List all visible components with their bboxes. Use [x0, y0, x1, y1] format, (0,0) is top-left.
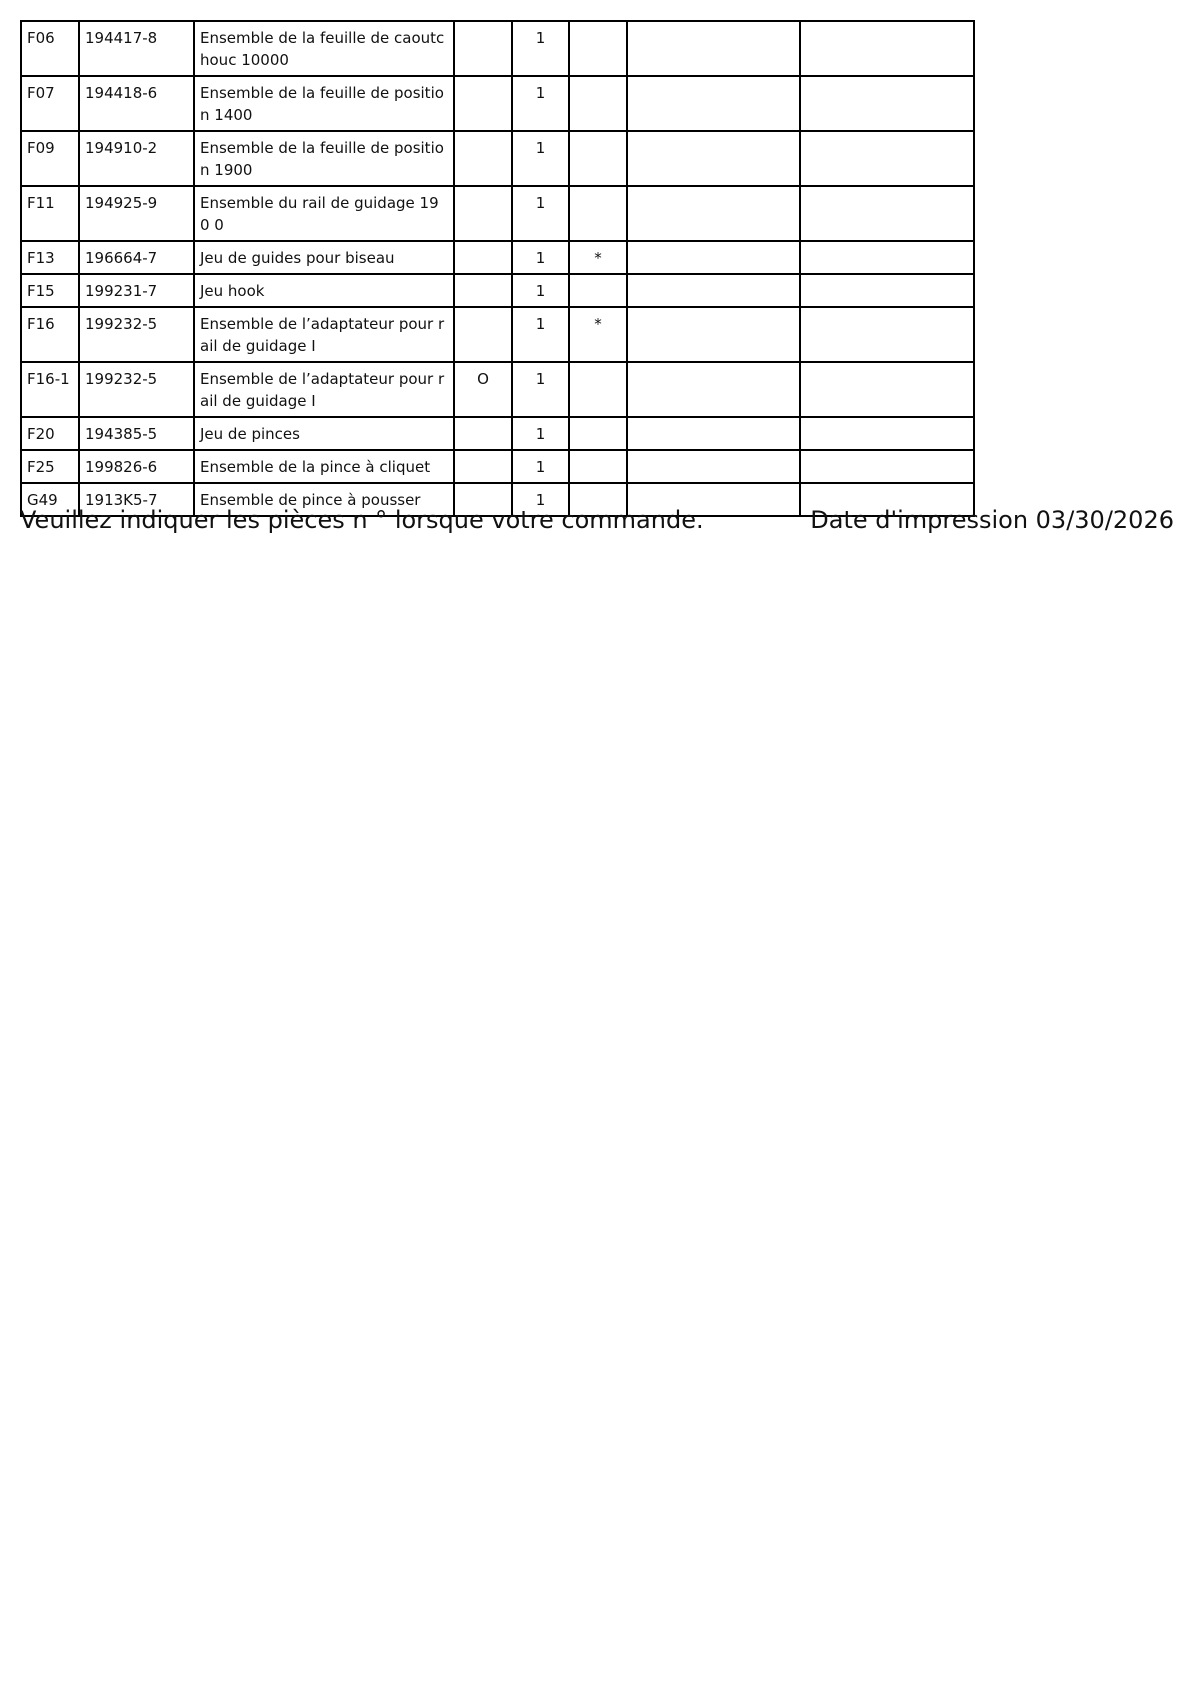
note-cell [454, 274, 512, 307]
description-cell: Jeu de guides pour biseau [194, 241, 454, 274]
description-cell: Ensemble de pince à pousser [194, 483, 454, 516]
part-number-cell: 196664-7 [79, 241, 194, 274]
part-number-cell: 1913K5-7 [79, 483, 194, 516]
empty-cell-a [627, 186, 800, 241]
empty-cell-b [800, 274, 974, 307]
note-cell [454, 76, 512, 131]
mark-cell [569, 274, 627, 307]
ref-cell: F13 [21, 241, 79, 274]
description-cell: Ensemble de la feuille de positio n 1400 [194, 76, 454, 131]
empty-cell-a [627, 131, 800, 186]
empty-cell-a [627, 21, 800, 76]
empty-cell-a [627, 307, 800, 362]
mark-cell: * [569, 241, 627, 274]
description-cell: Ensemble de la pince à cliquet [194, 450, 454, 483]
note-cell [454, 241, 512, 274]
table-row [21, 21, 974, 76]
mark-cell [569, 362, 627, 417]
mark-cell [569, 21, 627, 76]
part-number-cell: 199232-5 [79, 362, 194, 417]
description-cell: Jeu de pinces [194, 417, 454, 450]
note-cell [454, 21, 512, 76]
parts-table-body [21, 21, 974, 516]
empty-cell-b [800, 362, 974, 417]
ref-cell: F16 [21, 307, 79, 362]
table-row [21, 417, 974, 450]
note-cell: O [454, 362, 512, 417]
part-number-cell: 199826-6 [79, 450, 194, 483]
note-cell [454, 417, 512, 450]
quantity-cell: 1 [512, 450, 569, 483]
print-date: Date d'impression 03/30/2026 [810, 506, 1174, 534]
description-cell: Jeu hook [194, 274, 454, 307]
quantity-cell: 1 [512, 274, 569, 307]
table-row [21, 76, 974, 131]
note-cell [454, 186, 512, 241]
note-cell [454, 307, 512, 362]
part-number-cell: 199231-7 [79, 274, 194, 307]
mark-cell: * [569, 307, 627, 362]
ref-cell: F06 [21, 21, 79, 76]
ref-cell: F25 [21, 450, 79, 483]
quantity-cell: 1 [512, 21, 569, 76]
ref-cell: F16-1 [21, 362, 79, 417]
description-cell: Ensemble de l’adaptateur pour r ail de guidage I [194, 362, 454, 417]
quantity-cell: 1 [512, 241, 569, 274]
part-number-cell: 194925-9 [79, 186, 194, 241]
note-cell [454, 450, 512, 483]
mark-cell [569, 450, 627, 483]
empty-cell-a [627, 241, 800, 274]
part-number-cell: 199232-5 [79, 307, 194, 362]
quantity-cell: 1 [512, 483, 569, 516]
empty-cell-b [800, 450, 974, 483]
description-cell: Ensemble de l’adaptateur pour r ail de guidage I [194, 307, 454, 362]
table-row [21, 186, 974, 241]
empty-cell-b [800, 417, 974, 450]
empty-cell-b [800, 76, 974, 131]
part-number-cell: 194910-2 [79, 131, 194, 186]
ref-cell: F11 [21, 186, 79, 241]
empty-cell-a [627, 450, 800, 483]
quantity-cell: 1 [512, 131, 569, 186]
empty-cell-a [627, 76, 800, 131]
empty-cell-a [627, 362, 800, 417]
mark-cell [569, 417, 627, 450]
table-row [21, 241, 974, 274]
ref-cell: F15 [21, 274, 79, 307]
ref-cell: F09 [21, 131, 79, 186]
table-row [21, 274, 974, 307]
ref-cell: F07 [21, 76, 79, 131]
mark-cell [569, 131, 627, 186]
empty-cell-b [800, 131, 974, 186]
empty-cell-b [800, 241, 974, 274]
parts-table [20, 20, 975, 517]
quantity-cell: 1 [512, 307, 569, 362]
ref-cell: F20 [21, 417, 79, 450]
quantity-cell: 1 [512, 186, 569, 241]
table-row [21, 131, 974, 186]
quantity-cell: 1 [512, 76, 569, 131]
empty-cell-b [800, 186, 974, 241]
table-row [21, 362, 974, 417]
description-cell: Ensemble de la feuille de positio n 1900 [194, 131, 454, 186]
table-row [21, 307, 974, 362]
quantity-cell: 1 [512, 417, 569, 450]
description-cell: Ensemble de la feuille de caoutc houc 10000 [194, 21, 454, 76]
note-cell [454, 131, 512, 186]
empty-cell-b [800, 307, 974, 362]
mark-cell [569, 76, 627, 131]
part-number-cell: 194418-6 [79, 76, 194, 131]
empty-cell-a [627, 417, 800, 450]
mark-cell [569, 186, 627, 241]
quantity-cell: 1 [512, 362, 569, 417]
part-number-cell: 194385-5 [79, 417, 194, 450]
empty-cell-b [800, 21, 974, 76]
description-cell: Ensemble du rail de guidage 190 0 [194, 186, 454, 241]
table-row [21, 450, 974, 483]
part-number-cell: 194417-8 [79, 21, 194, 76]
empty-cell-a [627, 274, 800, 307]
order-instruction: Veuillez indiquer les pièces n ° lorsque votre commande. [20, 506, 704, 534]
ref-cell: G49 [21, 483, 79, 516]
